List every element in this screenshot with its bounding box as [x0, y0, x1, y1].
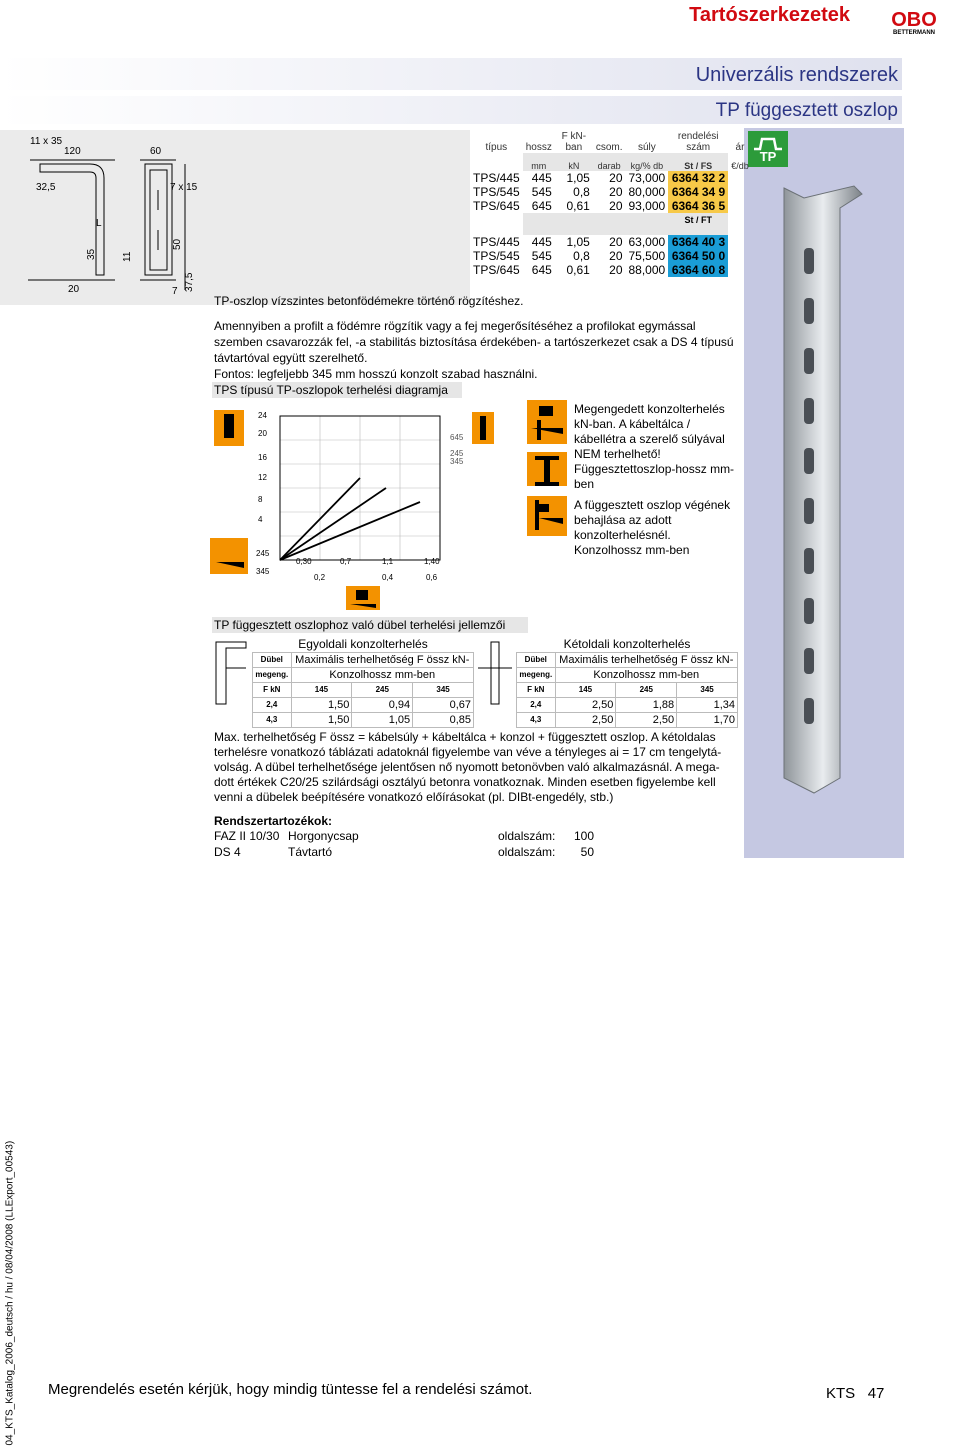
obo-logo — [874, 6, 954, 36]
dim-label: 32,5 — [36, 182, 56, 193]
col-type: típus — [485, 142, 508, 153]
category-title: Univerzális rendszerek — [695, 64, 898, 86]
diagram-title: TPS típusú TP-oszlopok terhelési diagramja — [212, 382, 462, 398]
dim-label: 50 — [172, 238, 183, 250]
deflection-line-345 — [280, 502, 420, 560]
drawing-caption: TP-oszlop vízszintes betonfödémekre történő rögzítéshez. — [214, 294, 524, 308]
svg-text:OBO: OBO — [891, 9, 937, 31]
col-length: hossz — [525, 142, 552, 153]
x-tick: 1,1 — [382, 557, 394, 566]
dim-label: 7 — [172, 286, 178, 297]
dim-label: 11 — [122, 251, 133, 262]
col-pack: csom. — [595, 142, 623, 153]
dowel-table-two-side: Kétoldali konzolterhelés Dübel Maximális terhelhetőség F össz kN- megeng. Konzolhossz mm-ben F kN 145 245 345 2,4 2,50 1,88 1,34 4,3 2,50 2,50 1,70 — [474, 637, 738, 728]
table-row: 4,3 2,50 2,50 1,70 — [474, 712, 738, 727]
col-f: F kN-ban — [561, 131, 587, 153]
col-order: rendelési szám — [677, 131, 719, 153]
col-price: ár — [735, 142, 745, 153]
dowel-title: TP függesztett oszlophoz való dübel terhelési jellemzői — [212, 617, 528, 633]
y-tick: 12 — [258, 473, 267, 482]
table-row: TPS/445 445 1,05 20 73,000 6364 32 2 — [470, 171, 752, 185]
table-row: TPS/545 545 0,8 20 80,000 6364 34 9 — [470, 185, 752, 199]
y-tick: 24 — [258, 411, 267, 420]
deflection-line-245 — [280, 488, 386, 560]
legend-load-text: Megengedett konzolterhelés kN-ban. A kábeltálca / kábellétra a szerelő súlyával NEM terhelhető! Függesztettoszlop-hossz mm- ben — [574, 402, 735, 491]
x-tick: 0,2 — [314, 573, 326, 582]
legend-deflection-text: A függesztett oszlop végének behajlása az adott konzolterhelésnél. Konzolhossz mm-ben — [574, 498, 731, 557]
dim-label: 7 x 15 — [170, 182, 198, 193]
dim-label: 35 — [86, 248, 97, 260]
x-tick: 0,7 — [340, 557, 352, 566]
two-side-icon — [476, 638, 514, 708]
table-row: TPS/445 445 1,05 20 63,000 6364 40 3 — [470, 235, 752, 249]
page-number: KTS 47 — [826, 1385, 885, 1402]
tp-badge-label: TP — [759, 149, 777, 164]
legend-icons — [527, 400, 571, 540]
table-row: 2,4 1,50 0,94 0,67 — [210, 697, 474, 712]
catalog-reference: 04_KTS_Katalog_2006_deutsch / hu / 08/04/2008 (LLExport_00543) — [4, 1140, 16, 1446]
tp-badge — [748, 131, 788, 167]
product-title: TP függesztett oszlop — [715, 100, 898, 121]
table-row: TPS/545 545 0,8 20 75,500 6364 50 0 — [470, 249, 752, 263]
max-load-note: Max. terhelhetőség F össz = kábelsúly + kábeltálca + konzol + függesztett oszlop. A kétoldalas terhelésre vonatkozó táblázati adatoknál figyelembe van véve a tényleges ai = 17 cm tengelytá- volság. A dübel terhelhetősége jelentősen nő nyomott betonövben való alkalmazásnál. A mega- dott értékek C20/25 szilárdsági osztályú betonra vonatkoznak. Minden esetben figyelembe kell venni a dübelek beépítésére vonatkozó előírásokat (pl. DIBt-engedély, stb.) — [214, 730, 722, 804]
line-label: 245 — [450, 449, 464, 458]
dim-label: 120 — [64, 146, 81, 157]
footer-note: Megrendelés esetén kérjük, hogy mindig tüntesse fel a rendelési számot. — [48, 1381, 533, 1398]
table-row: 4,3 1,50 1,05 0,85 — [210, 712, 474, 727]
technical-drawing — [0, 130, 470, 305]
deflection-icon — [527, 496, 567, 536]
line-label: 645 — [450, 433, 464, 442]
svg-text:BETTERMANN: BETTERMANN — [893, 30, 935, 36]
x-tick: 0,6 — [426, 573, 438, 582]
installation-note: Amennyiben a profilt a födémre rögzítik vagy a fej megerősítéséhez a profilokat egymással szemben csavarozzák fel, -a stabilitás biztosítása érdekében- a tartószerkezet csak a DS 4 típusú távtartóval együtt szerelhető. Fontos: legfeljebb 345 mm hosszú konzolt szabad használni. — [214, 319, 734, 381]
dim-label: 60 — [150, 146, 162, 157]
table-row: TPS/645 645 0,61 20 93,000 6364 36 5 — [470, 199, 752, 213]
accessories-list — [214, 828, 594, 860]
y-tick: 20 — [258, 429, 267, 438]
product-spec-table: típus hossz F kN-ban csom. súly rendelési szám ár mm kN darab kg/% db St / FS €/db TPS/445 445 1,05 20 73,000 6364 32 2 TPS/545 545 0,8 20 80,000 6364 34 9 TPS/645 645 0,61 20 93,000 6364 36 5 St / FT TPS/445 445 1,05 20 63,000 6364 40 3 TPS/545 545 0,8 20 75,500 6364 50 0 TPS/645 645 0,61 20 88,000 6364 60 8 — [470, 131, 752, 277]
dim-label: 11 x 35 — [30, 136, 63, 147]
y-tick: 245 — [256, 549, 270, 558]
section-title: Tartószerkezetek — [689, 4, 850, 26]
dim-label: L — [96, 218, 102, 229]
product-photo — [744, 128, 904, 858]
dim-label: 37,5 — [184, 272, 195, 292]
table-row: TPS/645 645 0,61 20 88,000 6364 60 8 — [470, 263, 752, 277]
line-label: 345 — [450, 457, 464, 466]
x-tick: 0,30 — [296, 557, 312, 566]
accessories-title: Rendszertartozékok: — [214, 814, 333, 828]
x-tick: 0,4 — [382, 573, 394, 582]
load-diagram — [210, 400, 500, 610]
x-tick: 1,40 — [424, 557, 440, 566]
dowel-table-one-side: Egyoldali konzolterhelés Dübel Maximális terhelhetőség F össz kN- megeng. Konzolhossz mm-ben F kN 145 245 345 2,4 1,50 0,94 0,67 4,3 1,50 1,05 0,85 — [210, 637, 474, 728]
y-tick: 16 — [258, 453, 267, 462]
y-tick: 4 — [258, 515, 263, 524]
col-weight: súly — [637, 142, 656, 153]
table-row: 2,4 2,50 1,88 1,34 — [474, 697, 738, 712]
y-tick: 345 — [256, 567, 270, 576]
one-side-icon — [212, 638, 250, 708]
y-tick: 8 — [258, 495, 263, 504]
list-item: FAZ II 10/30 Horgonycsap oldalszám: 100 — [214, 829, 594, 843]
list-item: DS 4 Távtartó oldalszám: 50 — [214, 845, 594, 859]
dim-label: 20 — [68, 284, 80, 295]
product-photo-panel — [744, 128, 904, 858]
